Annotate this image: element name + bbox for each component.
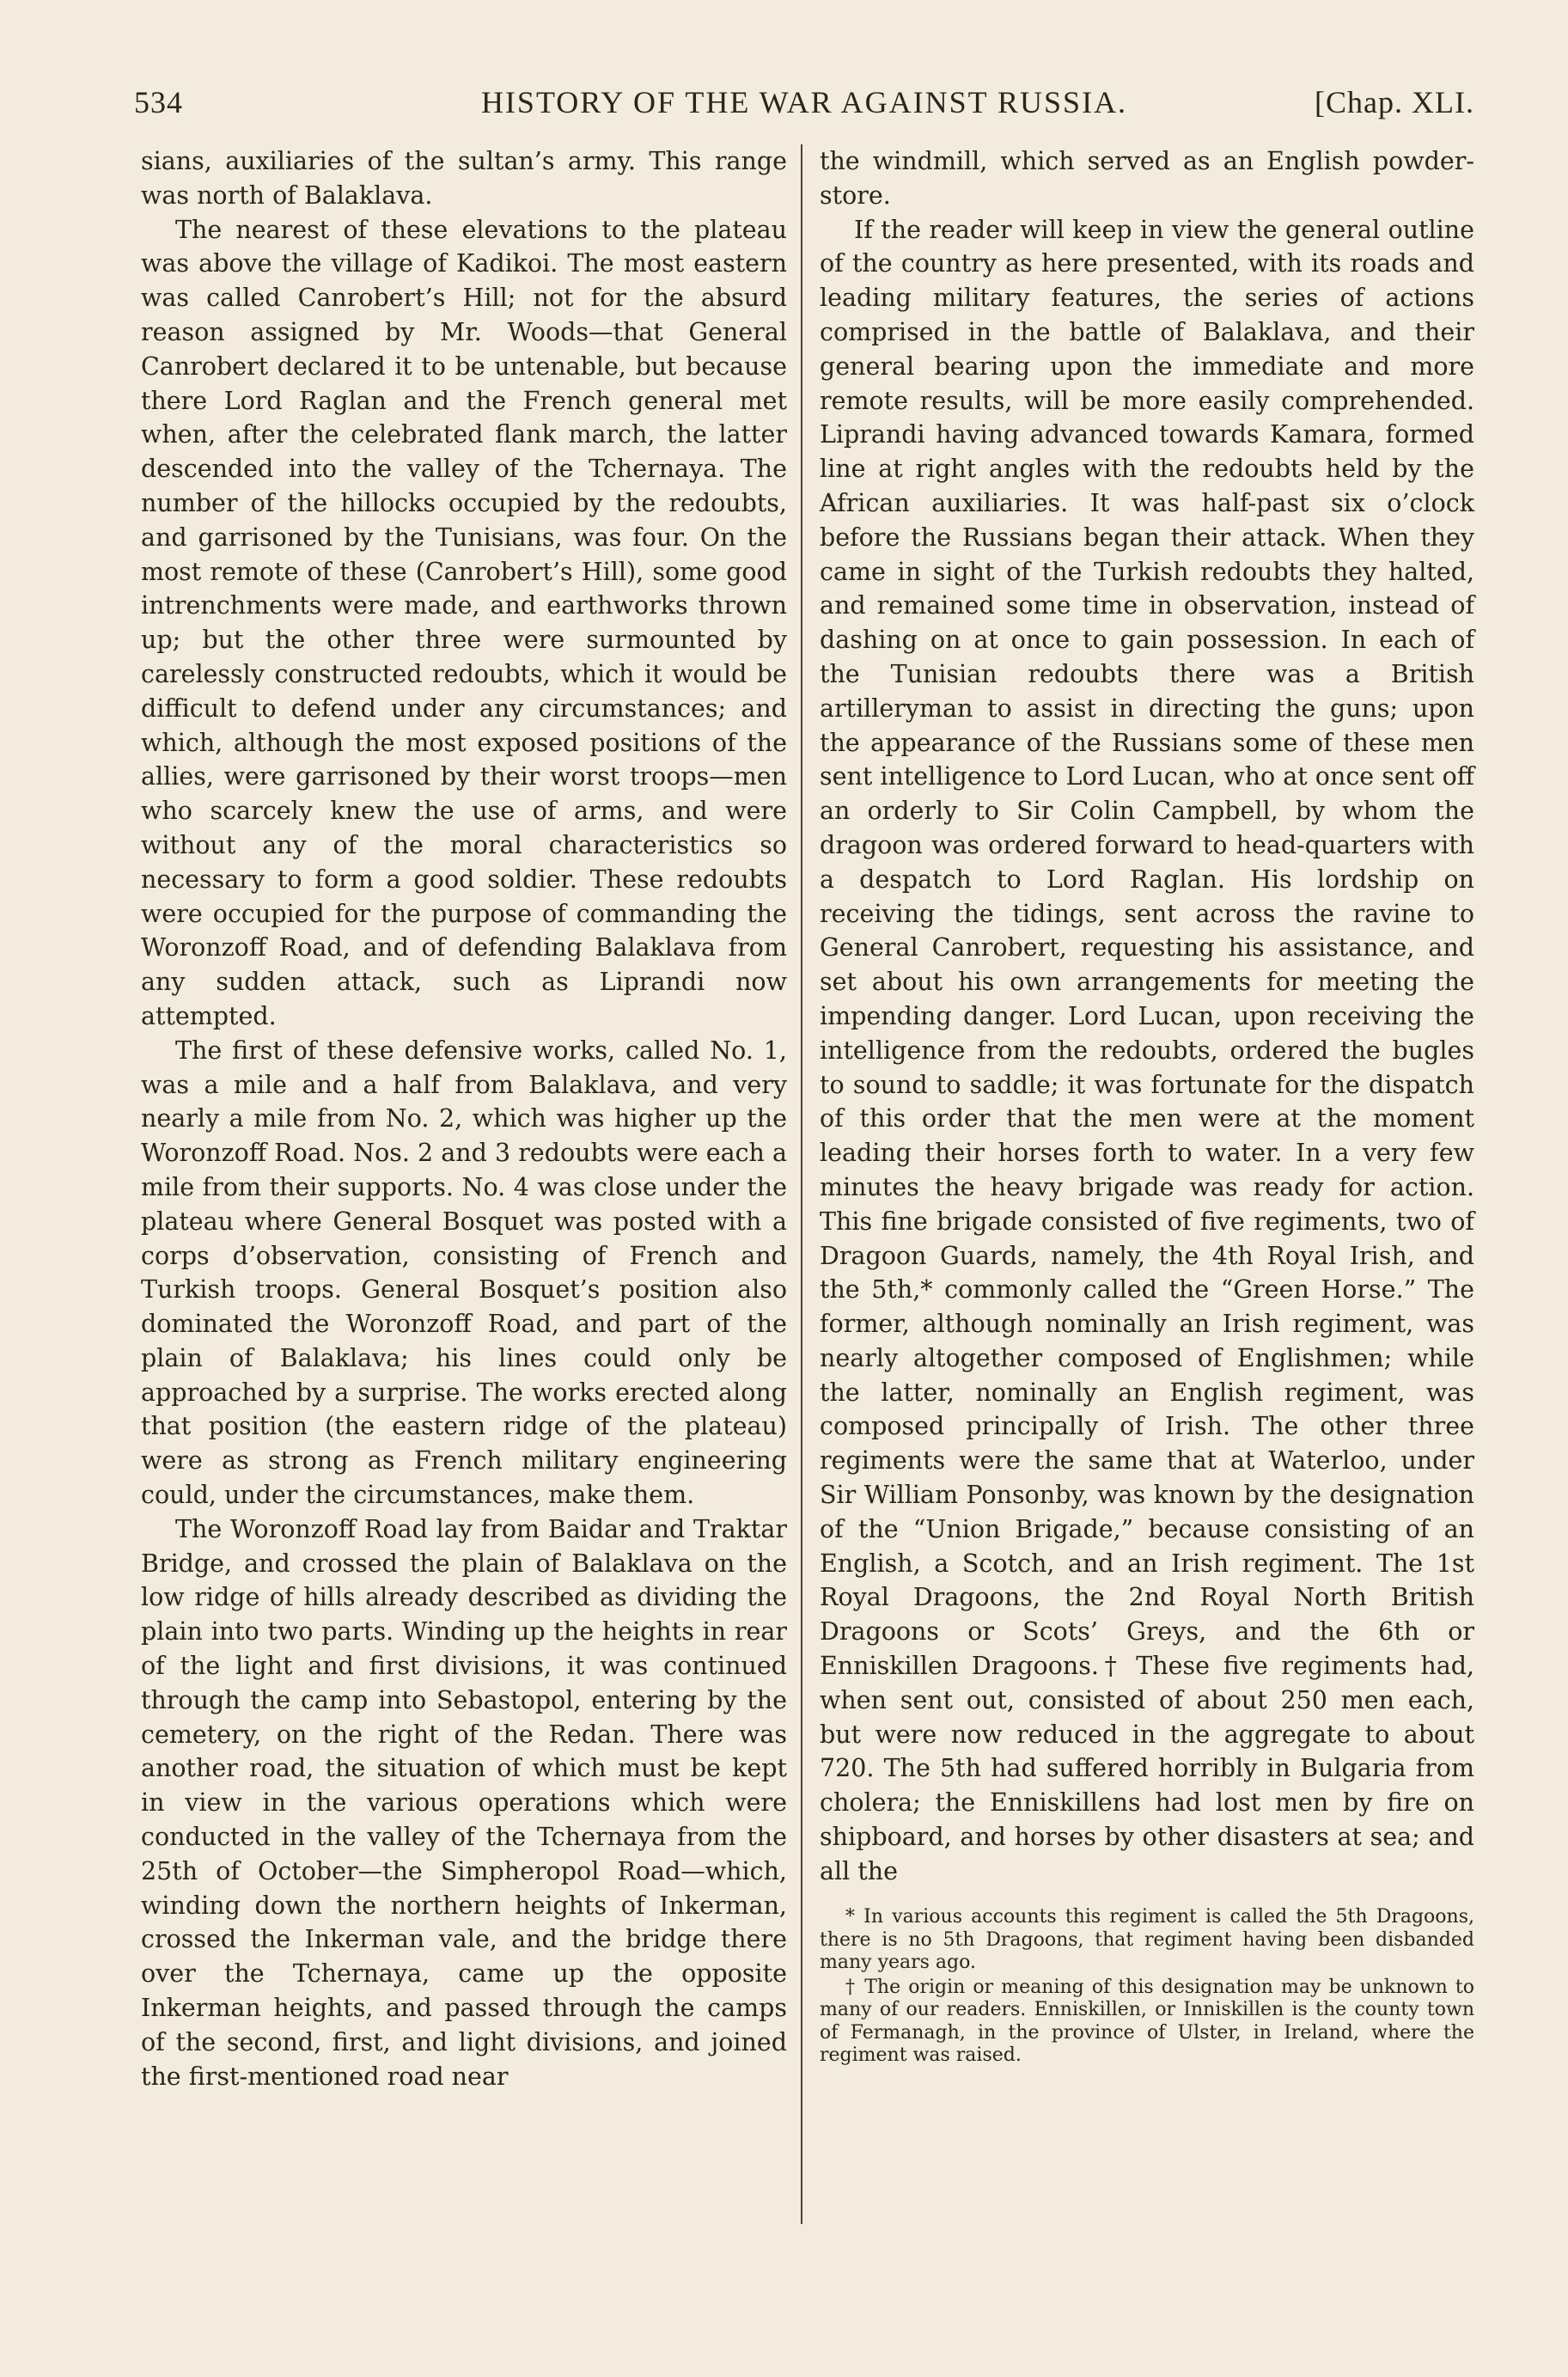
- footnotes: [820, 1906, 1474, 2069]
- footnote: * In various accounts this regiment is called the 5th Dragoons, there is no 5th Dragoons, that regiment having been disbanded many years ago.: [820, 1906, 1474, 1973]
- paragraph: sians, auxiliaries of the sultan’s army. This range was north of Balaklava.: [141, 147, 787, 210]
- paragraph: The Woronzoff Road lay from Baidar and Traktar Bridge, and crossed the plain of Balaklava on the low ridge of hills already described as dividing the plain into two parts. Winding up the heights in rear of the light and first divisions, it was continued through the camp into Sebastopol, entering by the cemetery, on the right of the Redan. There was another road, the situation of which must be kept in view in the various operations which were conducted in the valley of the Tchernaya from the 25th of October—the Simpheropol Road—which, winding down the northern heights of Inkerman, crossed the Inkerman vale, and the bridge there over the Tchernaya, came up the opposite Inkerman heights, and passed through the camps of the second, first, and light divisions, and joined the first-mentioned road near: [141, 1514, 787, 2091]
- paragraph: If the reader will keep in view the general outline of the country as here presented, with its roads and leading military features, the series of actions comprised in the battle of Balaklava, and their general bearing upon the immediate and more remote results, will be more easily comprehended. Liprandi having advanced towards Kamara, formed line at right angles with the redoubts held by the African auxiliaries. It was half-past six o’clock before the Russians began their attack. When they came in sight of the Turkish redoubts they halted, and remained some time in observation, instead of dashing on at once to gain possession. In each of the Tunisian redoubts there was a British artilleryman to assist in directing the guns; upon the appearance of the Russians some of these men sent intelligence to Lord Lucan, who at once sent off an orderly to Sir Colin Campbell, by whom the dragoon was ordered forward to head-quarters with a despatch to Lord Raglan. His lordship on receiving the tidings, sent across the ravine to General Canrobert, requesting his assistance, and set about his own arrangements for meeting the impending danger. Lord Lucan, upon receiving the intelligence from the redoubts, ordered the bugles to sound to saddle; it was fortunate for the dispatch of this order that the men were at the moment leading their horses forth to water. In a very few minutes the heavy brigade was ready for action. This fine brigade consisted of five regiments, two of Dragoon Guards, namely, the 4th Royal Irish, and the 5th,* commonly called the “Green Horse.” The former, although nominally an Irish regiment, was nearly altogether composed of Englishmen; while the latter, nominally an English regiment, was composed principally of Irish. The other three regiments were the same that at Waterloo, under Sir William Ponsonby, was known by the designation of the “Union Brigade,” because consisting of an English, a Scotch, and an Irish regiment. The 1st Royal Dragoons, the 2nd Royal North British Dragoons or Scots’ Greys, and the 6th or Enniskillen Dragoons.† These five regiments had, when sent out, consisted of about 250 men each, but were now reduced in the aggregate to about 720. The 5th had suffered horribly in Bulgaria from cholera; the Enniskillens had lost men by fire on shipboard, and horses by other disasters at sea; and all the: [820, 215, 1474, 1885]
- chapter-label: [Chap. XLI.: [1315, 85, 1474, 119]
- column-divider: [801, 144, 802, 2224]
- running-header: [134, 79, 1474, 125]
- running-title: HISTORY OF THE WAR AGAINST RUSSIA.: [480, 85, 1128, 119]
- paragraph: the windmill, which served as an English powder-store.: [820, 147, 1474, 210]
- footnote: † The origin or meaning of this designation may be unknown to many of our readers. Enniskillen, or Inniskillen is the county town of Fermanagh, in the province of Ulster, in Ireland, where the regiment was raised.: [820, 1976, 1474, 2066]
- paragraph: The nearest of these elevations to the plateau was above the village of Kadikoi. The most eastern was called Canrobert’s Hill; not for the absurd reason assigned by Mr. Woods—that General Canrobert declared it to be untenable, but because there Lord Raglan and the French general met when, after the celebrated flank march, the latter descended into the valley of the Tchernaya. The number of the hillocks occupied by the redoubts, and garrisoned by the Tunisians, was four. On the most remote of these (Canrobert’s Hill), some good intrenchments were made, and earthworks thrown up; but the other three were surmounted by carelessly constructed redoubts, which it would be difficult to defend under any circumstances; and which, although the most exposed positions of the allies, were garrisoned by their worst troops—men who scarcely knew the use of arms, and were without any of the moral characteristics so necessary to form a good soldier. These redoubts were occupied for the purpose of commanding the Woronzoff Road, and of defending Balaklava from any sudden attack, such as Liprandi now attempted.: [141, 215, 787, 1030]
- paragraph: The first of these defensive works, called No. 1, was a mile and a half from Balaklava, and very nearly a mile from No. 2, which was higher up the Woronzoff Road. Nos. 2 and 3 redoubts were each a mile from their supports. No. 4 was close under the plateau where General Bosquet was posted with a corps d’observation, consisting of French and Turkish troops. General Bosquet’s position also dominated the Woronzoff Road, and part of the plain of Balaklava; his lines could only be approached by a surprise. The works erected along that position (the eastern ridge of the plateau) were as strong as French military engineering could, under the circumstances, make them.: [141, 1036, 787, 1510]
- page-number: 534: [134, 85, 183, 119]
- left-column: [141, 144, 787, 2093]
- right-column: [820, 144, 1474, 1889]
